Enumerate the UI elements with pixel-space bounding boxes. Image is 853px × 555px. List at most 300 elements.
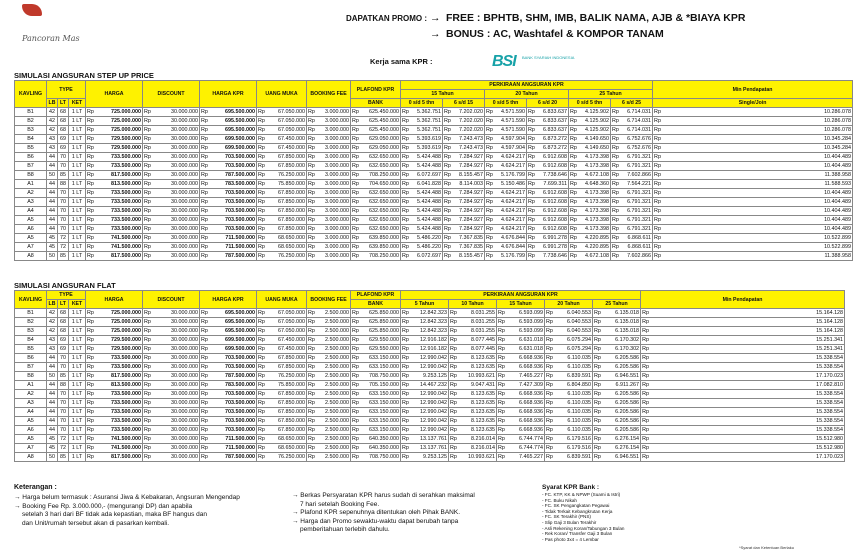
table-row — [15, 426, 845, 435]
currency-label: Rp — [258, 190, 265, 196]
cell-value: 8.155.457 — [459, 172, 484, 178]
cell-value: 5.362.751 — [417, 109, 442, 115]
col-lb: LB — [47, 99, 58, 108]
table-cell — [653, 180, 853, 189]
currency-label: Rp — [258, 427, 265, 433]
currency-label: Rp — [201, 328, 208, 334]
currency-label: Rp — [402, 235, 409, 241]
syarat-title: Syarat KPR Bank : — [542, 484, 600, 491]
table-cell — [143, 426, 200, 435]
currency-label: Rp — [402, 217, 409, 223]
currency-label: Rp — [201, 319, 208, 325]
col-bank: BANK — [351, 300, 401, 309]
currency-label: Rp — [258, 364, 265, 370]
cell-value: 3.000.000 — [325, 145, 350, 151]
table-cell — [545, 390, 593, 399]
cell-value: 729.500.000 — [111, 346, 142, 352]
table-cell — [449, 453, 497, 462]
col-min-pendapatan: Min Pendapatan — [653, 81, 853, 99]
currency-label: Rp — [201, 310, 208, 316]
note-line: → Booking Fee Rp. 3.000.000,- (mengurangi DP) dan apabila — [14, 502, 193, 510]
table-cell — [307, 108, 351, 117]
table-row — [15, 171, 853, 180]
col-6-25: 6 s/d 25 — [611, 99, 653, 108]
cell-value: 633.150.000 — [369, 391, 400, 397]
col-lb: LB — [47, 300, 58, 309]
table-cell — [527, 189, 569, 198]
cell-value: 725.000.000 — [111, 109, 142, 115]
currency-label: Rp — [402, 373, 409, 379]
table-cell: 85 — [58, 171, 69, 180]
currency-label: Rp — [402, 208, 409, 214]
table-row — [15, 336, 845, 345]
table-cell — [401, 171, 443, 180]
currency-label: Rp — [402, 253, 409, 259]
cell-value: 67.050.000 — [278, 118, 306, 124]
table-cell — [307, 225, 351, 234]
cell-value: 729.500.000 — [111, 337, 142, 343]
cell-value: 10.404.489 — [824, 226, 852, 232]
currency-label: Rp — [486, 163, 493, 169]
currency-label: Rp — [201, 109, 208, 115]
table-cell: B1 — [15, 309, 47, 318]
table-cell — [569, 216, 611, 225]
table-cell — [86, 444, 143, 453]
currency-label: Rp — [87, 400, 94, 406]
cell-value: 30.000.000 — [171, 199, 199, 205]
currency-label: Rp — [258, 319, 265, 325]
table-cell: 69 — [58, 336, 69, 345]
table-cell — [257, 390, 307, 399]
cell-value: 5.424.488 — [417, 199, 442, 205]
currency-label: Rp — [308, 418, 315, 424]
cell-value: 6.205.586 — [615, 364, 640, 370]
currency-label: Rp — [612, 217, 619, 223]
currency-label: Rp — [486, 226, 493, 232]
table-cell: 43 — [47, 345, 58, 354]
currency-label: Rp — [201, 400, 208, 406]
table-cell — [307, 327, 351, 336]
cell-value: 7.243.473 — [459, 136, 484, 142]
cell-value: 30.000.000 — [171, 364, 199, 370]
table-cell — [497, 399, 545, 408]
currency-label: Rp — [402, 118, 409, 124]
cell-value: 4.220.895 — [585, 235, 610, 241]
table-cell — [611, 234, 653, 243]
cell-value: 68.650.000 — [278, 244, 306, 250]
currency-label: Rp — [498, 391, 505, 397]
table-cell — [351, 381, 401, 390]
table-cell: 1 LT — [69, 390, 86, 399]
cell-value: 30.000.000 — [171, 454, 199, 460]
table-cell: B2 — [15, 318, 47, 327]
cell-value: 15.512.980 — [816, 436, 844, 442]
currency-label: Rp — [87, 328, 94, 334]
table-cell — [401, 363, 449, 372]
table-cell — [611, 207, 653, 216]
table-cell — [545, 354, 593, 363]
table-cell — [611, 225, 653, 234]
currency-label: Rp — [402, 382, 409, 388]
cell-value: 629.550.000 — [369, 337, 400, 343]
cell-value: 30.000.000 — [171, 235, 199, 241]
table-cell — [307, 354, 351, 363]
table-cell: 72 — [58, 243, 69, 252]
col-discount: DISCOUNT — [143, 81, 200, 108]
cell-value: 30.000.000 — [171, 154, 199, 160]
cell-value: 67.050.000 — [278, 310, 306, 316]
table-cell: 44 — [47, 381, 58, 390]
table-cell — [257, 117, 307, 126]
table-cell — [307, 426, 351, 435]
cell-value: 703.500.000 — [225, 199, 256, 205]
currency-label: Rp — [352, 127, 359, 133]
currency-label: Rp — [258, 118, 265, 124]
table-cell — [569, 135, 611, 144]
table-cell — [351, 135, 401, 144]
table-cell — [86, 243, 143, 252]
currency-label: Rp — [498, 418, 505, 424]
currency-label: Rp — [352, 253, 359, 259]
table-cell: 44 — [47, 354, 58, 363]
table-cell — [86, 126, 143, 135]
cell-value: 708.250.000 — [369, 172, 400, 178]
table-cell — [307, 444, 351, 453]
table-cell — [443, 144, 485, 153]
currency-label: Rp — [144, 244, 151, 250]
table-cell — [143, 207, 200, 216]
cell-value: 67.050.000 — [278, 109, 306, 115]
table-cell — [143, 153, 200, 162]
table-cell — [351, 144, 401, 153]
cell-value: 695.500.000 — [225, 328, 256, 334]
table-cell — [200, 435, 257, 444]
table-cell — [449, 426, 497, 435]
cell-value: 30.000.000 — [171, 337, 199, 343]
table-cell — [485, 135, 527, 144]
cell-value: 6.135.018 — [615, 310, 640, 316]
currency-label: Rp — [444, 163, 451, 169]
table-cell — [641, 363, 845, 372]
cell-value: 2.500.000 — [325, 427, 350, 433]
cell-value: 695.500.000 — [225, 118, 256, 124]
currency-label: Rp — [258, 454, 265, 460]
table-cell — [569, 189, 611, 198]
table-cell: 1 LT — [69, 180, 86, 189]
cell-value: 10.404.489 — [824, 208, 852, 214]
table-cell — [401, 225, 443, 234]
currency-label: Rp — [308, 118, 315, 124]
currency-label: Rp — [308, 172, 315, 178]
cell-value: 8.123.635 — [471, 409, 496, 415]
cell-value: 67.850.000 — [278, 409, 306, 415]
table-cell — [200, 216, 257, 225]
table-cell: 1 LT — [69, 126, 86, 135]
currency-label: Rp — [87, 154, 94, 160]
table-cell — [86, 162, 143, 171]
cell-value: 3.000.000 — [325, 163, 350, 169]
currency-label: Rp — [308, 409, 315, 415]
cell-value: 7.602.866 — [627, 172, 652, 178]
currency-label: Rp — [352, 319, 359, 325]
currency-label: Rp — [486, 118, 493, 124]
currency-label: Rp — [352, 154, 359, 160]
cell-value: 633.150.000 — [369, 409, 400, 415]
cell-value: 3.000.000 — [325, 118, 350, 124]
table-cell — [593, 327, 641, 336]
cell-value: 7.465.227 — [519, 454, 544, 460]
currency-label: Rp — [352, 136, 359, 142]
table-cell — [351, 126, 401, 135]
cell-value: 633.150.000 — [369, 400, 400, 406]
cell-value: 733.500.000 — [111, 355, 142, 361]
currency-label: Rp — [444, 217, 451, 223]
currency-label: Rp — [352, 382, 359, 388]
currency-label: Rp — [450, 319, 457, 325]
cell-value: 725.000.000 — [111, 310, 142, 316]
currency-label: Rp — [201, 226, 208, 232]
table-cell — [257, 426, 307, 435]
currency-label: Rp — [352, 244, 359, 250]
currency-label: Rp — [402, 400, 409, 406]
table-cell — [401, 189, 443, 198]
table-cell — [641, 408, 845, 417]
table-cell — [569, 198, 611, 207]
flat-table — [14, 290, 845, 462]
table-cell — [527, 135, 569, 144]
cell-value: 6.873.272 — [543, 145, 568, 151]
currency-label: Rp — [402, 319, 409, 325]
table-cell — [527, 252, 569, 261]
cell-value: 6.744.774 — [519, 436, 544, 442]
currency-label: Rp — [144, 145, 151, 151]
table-cell — [593, 435, 641, 444]
table-cell — [443, 180, 485, 189]
table-cell — [257, 309, 307, 318]
table-cell — [443, 126, 485, 135]
note-line: → Harga belum termasuk : Asuransi Jiwa & Kebakaran, Angsuran Mengendap — [14, 494, 240, 501]
currency-label: Rp — [144, 190, 151, 196]
table-cell — [401, 108, 443, 117]
cell-value: 11.588.593 — [824, 181, 852, 187]
currency-label: Rp — [87, 235, 94, 241]
table-cell — [641, 453, 845, 462]
cell-value: 15.338.554 — [816, 409, 844, 415]
table-cell — [143, 318, 200, 327]
currency-label: Rp — [546, 382, 553, 388]
table-cell: 1 LT — [69, 372, 86, 381]
cell-value: 12.990.042 — [420, 364, 448, 370]
currency-label: Rp — [201, 217, 208, 223]
col-10-tahun: 10 Tahun — [449, 300, 497, 309]
table-cell: 1 LT — [69, 207, 86, 216]
currency-label: Rp — [642, 382, 649, 388]
table-cell: 70 — [58, 198, 69, 207]
syarat-item: - FC. SK Pengangkatan Pegawai — [542, 503, 610, 509]
table-cell — [569, 144, 611, 153]
table-cell: A8 — [15, 252, 47, 261]
table-cell — [485, 117, 527, 126]
cell-value: 6.791.321 — [627, 154, 652, 160]
currency-label: Rp — [352, 208, 359, 214]
currency-label: Rp — [258, 226, 265, 232]
cell-value: 6.946.551 — [615, 454, 640, 460]
cell-value: 2.500.000 — [325, 454, 350, 460]
table-cell — [593, 453, 641, 462]
table-cell: B7 — [15, 363, 47, 372]
currency-label: Rp — [612, 235, 619, 241]
kerja-sama-label: Kerja sama KPR : — [370, 57, 433, 66]
cell-value: 703.500.000 — [225, 400, 256, 406]
currency-label: Rp — [444, 208, 451, 214]
table-cell — [569, 171, 611, 180]
cell-value: 5.176.799 — [501, 253, 526, 259]
currency-label: Rp — [450, 436, 457, 442]
cell-value: 4.624.217 — [501, 226, 526, 232]
cell-value: 5.424.488 — [417, 154, 442, 160]
currency-label: Rp — [450, 328, 457, 334]
cell-value: 7.738.646 — [543, 172, 568, 178]
table-row — [15, 189, 853, 198]
table-cell — [351, 444, 401, 453]
table-cell: A3 — [15, 399, 47, 408]
table-cell — [641, 354, 845, 363]
table-cell — [641, 336, 845, 345]
cell-value: 5.486.220 — [417, 244, 442, 250]
table-cell: 70 — [58, 216, 69, 225]
table-cell — [200, 144, 257, 153]
cell-value: 10.345.284 — [824, 145, 852, 151]
cell-value: 6.991.278 — [543, 235, 568, 241]
table-cell: 1 LT — [69, 354, 86, 363]
currency-label: Rp — [308, 244, 315, 250]
cell-value: 8.123.635 — [471, 427, 496, 433]
currency-label: Rp — [352, 310, 359, 316]
cell-value: 7.284.927 — [459, 226, 484, 232]
cell-value: 733.500.000 — [111, 427, 142, 433]
cell-value: 729.500.000 — [111, 145, 142, 151]
currency-label: Rp — [546, 346, 553, 352]
table-cell — [86, 234, 143, 243]
currency-label: Rp — [352, 109, 359, 115]
cell-value: 76.250.000 — [278, 373, 306, 379]
cell-value: 4.149.650 — [585, 136, 610, 142]
currency-label: Rp — [87, 310, 94, 316]
cell-value: 6.668.936 — [519, 409, 544, 415]
currency-label: Rp — [612, 118, 619, 124]
currency-label: Rp — [402, 199, 409, 205]
cell-value: 30.000.000 — [171, 445, 199, 451]
cell-value: 12.990.042 — [420, 355, 448, 361]
cell-value: 30.000.000 — [171, 127, 199, 133]
table-cell — [527, 216, 569, 225]
table-cell — [200, 390, 257, 399]
cell-value: 8.031.255 — [471, 310, 496, 316]
table-cell: B3 — [15, 327, 47, 336]
currency-label: Rp — [402, 136, 409, 142]
footnote: *Syarat dan Ketentuan Berlaku — [739, 545, 794, 550]
table-row — [15, 435, 845, 444]
table-cell — [485, 207, 527, 216]
table-cell — [200, 399, 257, 408]
cell-value: 6.135.018 — [615, 319, 640, 325]
cell-value: 6.110.035 — [567, 427, 592, 433]
table-cell — [200, 408, 257, 417]
currency-label: Rp — [308, 253, 315, 259]
cell-value: 4.571.590 — [501, 109, 526, 115]
note-line: pemberitahuan terlebih dahulu. — [300, 526, 390, 533]
cell-value: 30.000.000 — [171, 163, 199, 169]
currency-label: Rp — [87, 253, 94, 259]
cell-value: 725.000.000 — [111, 127, 142, 133]
table-cell — [257, 135, 307, 144]
currency-label: Rp — [308, 181, 315, 187]
table-row — [15, 408, 845, 417]
cell-value: 6.714.031 — [627, 127, 652, 133]
table-cell: 70 — [58, 408, 69, 417]
table-row — [15, 207, 853, 216]
cell-value: 629.050.000 — [369, 136, 400, 142]
currency-label: Rp — [612, 226, 619, 232]
cell-value: 7.284.927 — [459, 190, 484, 196]
cell-value: 703.500.000 — [225, 391, 256, 397]
cell-value: 5.362.751 — [417, 118, 442, 124]
cell-value: 7.427.309 — [519, 382, 544, 388]
table-cell — [143, 144, 200, 153]
table-cell: 70 — [58, 426, 69, 435]
currency-label: Rp — [570, 226, 577, 232]
table-cell — [569, 126, 611, 135]
currency-label: Rp — [570, 163, 577, 169]
currency-label: Rp — [352, 163, 359, 169]
cell-value: 15.164.128 — [816, 328, 844, 334]
cell-value: 6.912.608 — [543, 226, 568, 232]
cell-value: 6.110.035 — [567, 355, 592, 361]
currency-label: Rp — [402, 127, 409, 133]
currency-label: Rp — [642, 409, 649, 415]
currency-label: Rp — [144, 445, 151, 451]
syarat-item: - Rek Koran/ Transfer Gaji 3 Bulan — [542, 531, 613, 537]
currency-label: Rp — [498, 364, 505, 370]
table-cell — [143, 327, 200, 336]
table-cell — [351, 372, 401, 381]
table-cell — [307, 318, 351, 327]
table-cell: 43 — [47, 135, 58, 144]
currency-label: Rp — [486, 199, 493, 205]
col-15-tahun: 15 Tahun — [401, 90, 485, 99]
table-cell — [86, 309, 143, 318]
currency-label: Rp — [546, 310, 553, 316]
table-cell — [143, 162, 200, 171]
currency-label: Rp — [144, 181, 151, 187]
table-cell — [527, 108, 569, 117]
table-cell — [527, 162, 569, 171]
table-cell — [86, 318, 143, 327]
table-cell: A6 — [15, 426, 47, 435]
cell-value: 6.791.321 — [627, 190, 652, 196]
cell-value: 5.393.619 — [417, 136, 442, 142]
cell-value: 2.500.000 — [325, 409, 350, 415]
currency-label: Rp — [450, 382, 457, 388]
table-cell — [449, 363, 497, 372]
cell-value: 3.000.000 — [325, 127, 350, 133]
table-cell — [86, 417, 143, 426]
table-cell — [653, 243, 853, 252]
cell-value: 6.912.608 — [543, 208, 568, 214]
currency-label: Rp — [352, 181, 359, 187]
currency-label: Rp — [528, 226, 535, 232]
table-cell — [86, 108, 143, 117]
